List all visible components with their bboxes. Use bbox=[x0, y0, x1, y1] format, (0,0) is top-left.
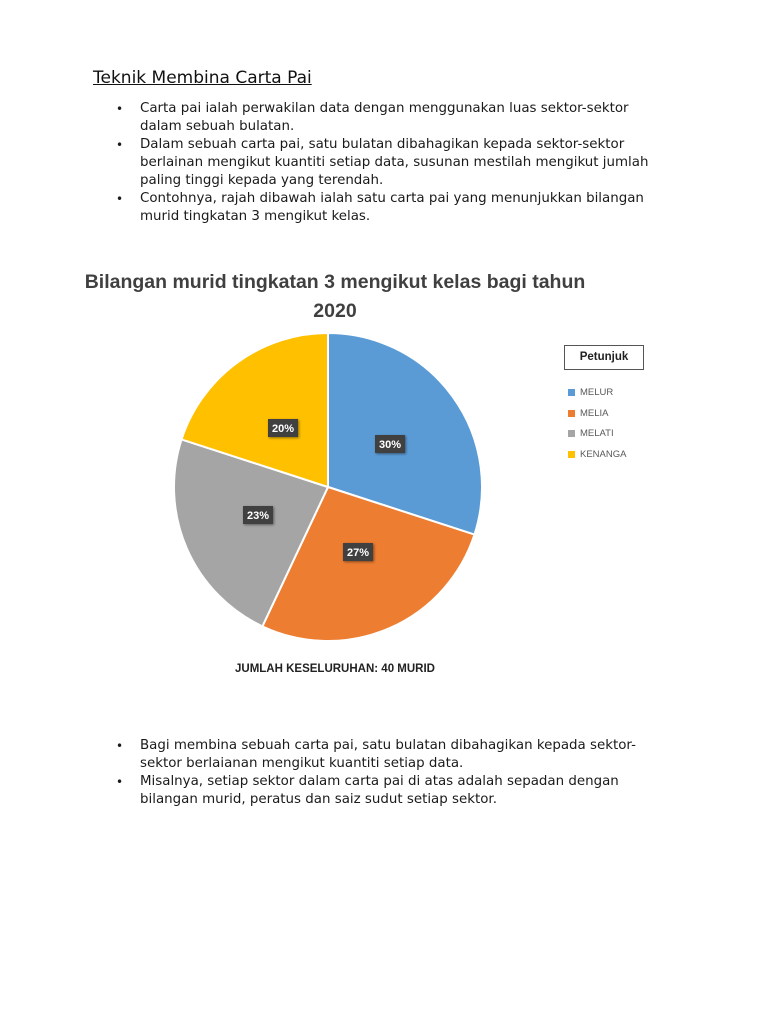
bullet-dot-icon: • bbox=[116, 102, 124, 116]
chart-title: Bilangan murid tingkatan 3 mengikut kelas bagi tahun 2020 bbox=[84, 271, 586, 322]
page-heading: Teknik Membina Carta Pai bbox=[93, 68, 312, 88]
legend-swatch bbox=[568, 389, 575, 396]
slice-label-melati bbox=[243, 506, 273, 524]
bullet-dot-icon: • bbox=[116, 192, 124, 206]
slice-label-text: 27% bbox=[346, 547, 370, 559]
legend-title: Petunjuk bbox=[564, 345, 644, 370]
legend-item-kenanga bbox=[568, 447, 626, 461]
total-note: JUMLAH KESELURUHAN: 40 MURID bbox=[235, 663, 435, 675]
legend-item-melati bbox=[568, 426, 614, 440]
legend-label: MELUR bbox=[580, 386, 614, 398]
slice-label-kenanga bbox=[268, 419, 298, 437]
legend-label: MELATI bbox=[580, 427, 614, 439]
bullet-text: Dalam sebuah carta pai, satu bulatan dibahagikan kepada sektor-sektor berlainan mengikut kuantiti setiap data, susunan mestilah mengikut jumlah paling tinggi kepada yang terendah. bbox=[140, 137, 649, 188]
slice-label-melur bbox=[375, 435, 405, 453]
legend-label: MELIA bbox=[580, 407, 609, 419]
chart-legend bbox=[555, 335, 657, 475]
bullet-text: Misalnya, setiap sektor dalam carta pai di atas adalah sepadan dengan bilangan murid, peratus dan saiz sudut setiap sektor. bbox=[140, 774, 619, 807]
slice-label-text: 20% bbox=[271, 423, 295, 435]
legend-swatch bbox=[568, 410, 575, 417]
slice-label-text: 23% bbox=[246, 510, 270, 522]
bullet-dot-icon: • bbox=[116, 138, 124, 152]
bullet-dot-icon: • bbox=[116, 775, 124, 789]
slice-label-text: 30% bbox=[378, 439, 402, 451]
legend-swatch bbox=[568, 430, 575, 437]
bullet-item bbox=[112, 773, 672, 809]
bullet-item bbox=[112, 737, 672, 773]
legend-swatch bbox=[568, 451, 575, 458]
bullet-text: Carta pai ialah perwakilan data dengan menggunakan luas sektor-sektor dalam sebuah bulatan. bbox=[140, 101, 629, 134]
bullet-text: Contohnya, rajah dibawah ialah satu carta pai yang menunjukkan bilangan murid tingkatan 3 mengikut kelas. bbox=[140, 191, 644, 224]
bullet-dot-icon: • bbox=[116, 739, 124, 753]
bullet-text: Bagi membina sebuah carta pai, satu bulatan dibahagikan kepada sektor-sektor berlaianan mengikut kuantiti setiap data. bbox=[140, 738, 636, 771]
legend-item-melur bbox=[568, 385, 613, 399]
legend-label: KENANGA bbox=[580, 448, 627, 460]
slice-label-melia bbox=[343, 543, 373, 561]
explanation-bullet-list bbox=[112, 737, 672, 809]
legend-item-melia bbox=[568, 406, 609, 420]
